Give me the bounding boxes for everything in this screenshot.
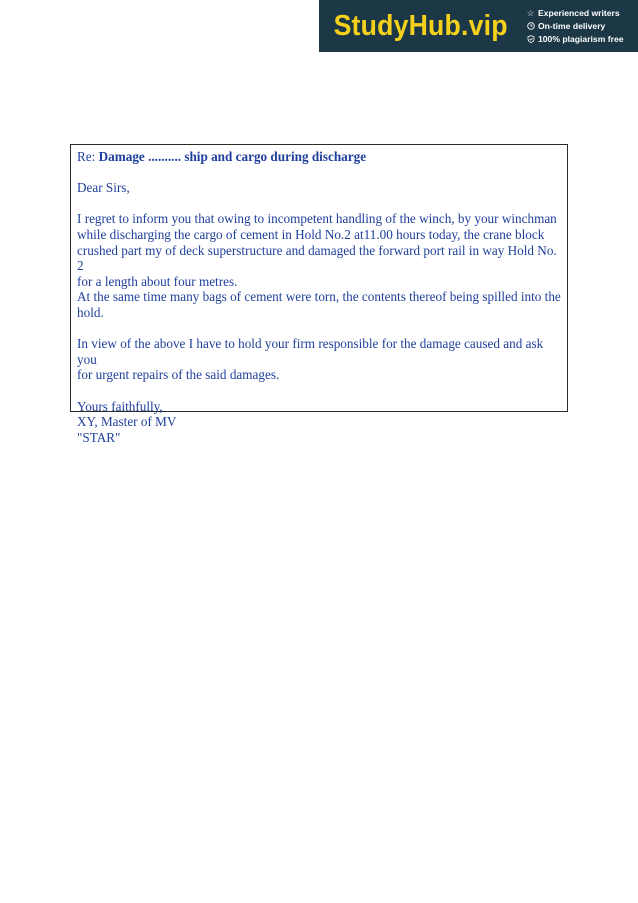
body-line: for a length about four metres. [77, 273, 238, 289]
letter-paragraph-2 [77, 336, 561, 383]
feature-item-on-time-delivery [526, 21, 638, 32]
letter-box [70, 144, 568, 445]
shield-check-icon [526, 35, 535, 44]
spacer [77, 383, 561, 399]
letter-paragraph-1 [77, 211, 561, 320]
letter-closing: Yours faithfully, [77, 398, 163, 414]
letter-salutation: Dear Sirs, [77, 180, 130, 196]
body-line: hold. [77, 304, 104, 320]
feature-label: 100% plagiarism free [538, 33, 624, 44]
letter-subject [77, 149, 561, 165]
spacer [77, 165, 561, 181]
subject-text: Damage .......... ship and cargo during discharge [98, 149, 367, 164]
signature-line: XY, Master of MV [77, 414, 177, 430]
feature-item-plagiarism-free [526, 34, 638, 45]
studyhub-banner[interactable] [319, 0, 638, 52]
body-line: At the same time many bags of cement were torn, the contents thereof being spilled into the [77, 289, 561, 305]
feature-list [522, 0, 638, 52]
body-line: for urgent repairs of the said damages. [77, 367, 280, 383]
body-line: In view of the above I have to hold your firm responsible for the damage caused and ask you [77, 336, 544, 367]
signature-line: "STAR" [77, 429, 121, 445]
feature-item-experienced-writers [526, 8, 638, 19]
feature-label: Experienced writers [538, 7, 620, 18]
clock-icon [526, 22, 535, 31]
brand-logo[interactable] [319, 0, 522, 52]
subject-prefix: Re: [77, 149, 99, 164]
feature-label: On-time delivery [538, 20, 606, 31]
body-line: crushed part my of deck superstructure and damaged the forward port rail in way Hold No. 2 [77, 242, 557, 274]
star-icon: ☆ [526, 7, 535, 18]
spacer [77, 321, 561, 337]
brand-name: StudyHub.vip [333, 9, 508, 42]
body-line: I regret to inform you that owing to incompetent handling of the winch, by your winchman [77, 211, 557, 227]
spacer [77, 196, 561, 212]
body-line: while discharging the cargo of cement in Hold No.2 at11.00 hours today, the crane block [77, 226, 545, 242]
